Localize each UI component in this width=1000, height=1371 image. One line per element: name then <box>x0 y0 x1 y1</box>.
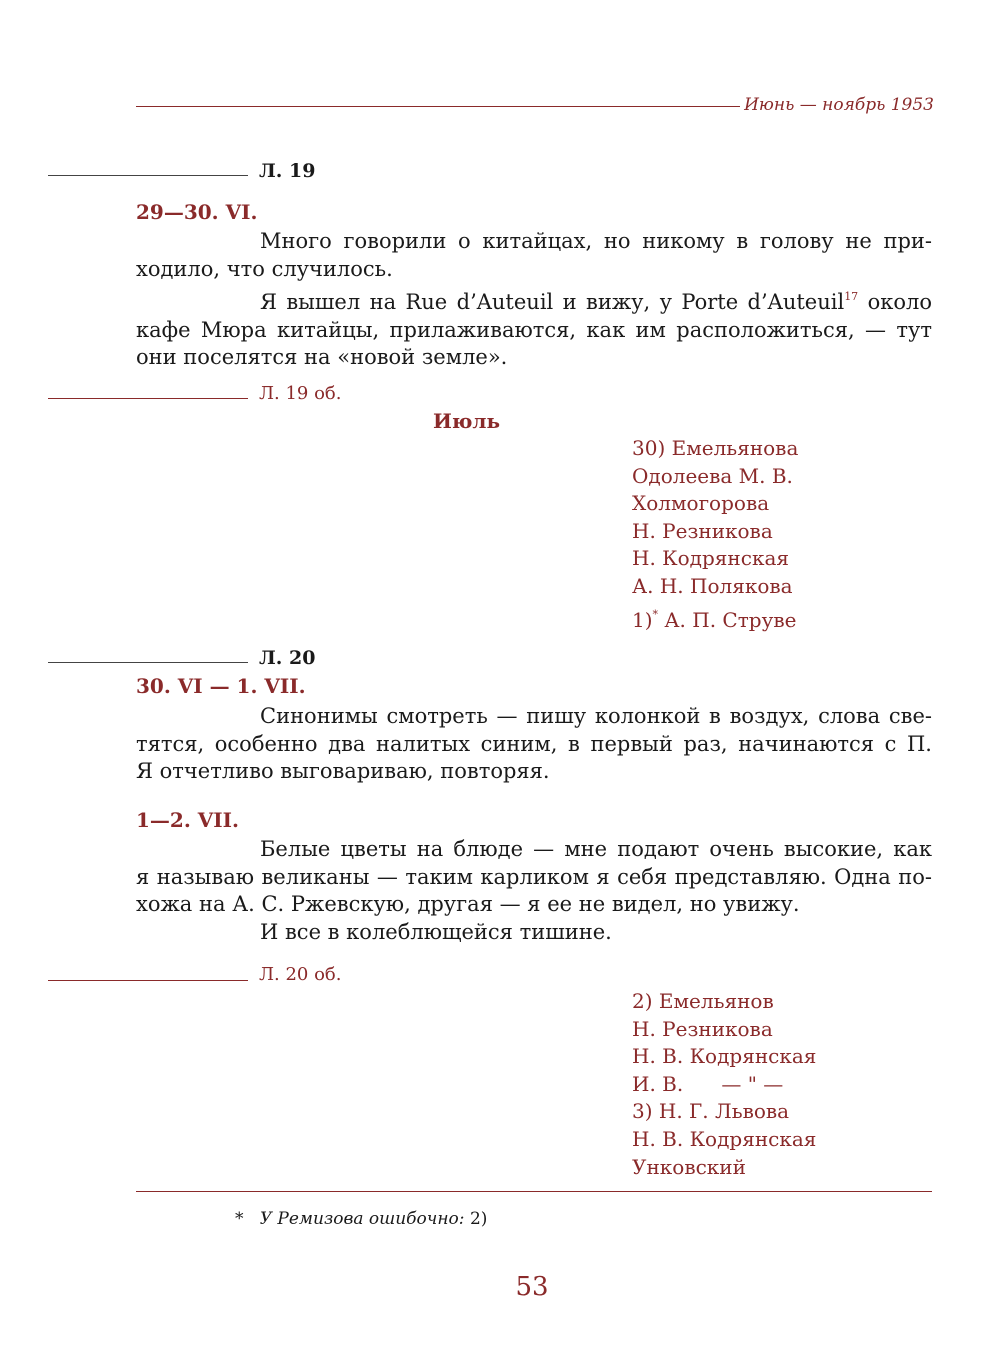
name-number: 1) <box>632 607 653 632</box>
note-ref: 17 <box>844 290 859 303</box>
name-item: Н. Резникова <box>632 518 773 543</box>
text-line: Белые цветы на блюде — мне подают очень высокие, как <box>260 837 932 861</box>
name-item: 3) Н. Г. Львова <box>632 1099 790 1124</box>
name-item: А. Н. Полякова <box>632 573 793 598</box>
entry-text <box>136 228 932 372</box>
footnote <box>235 1209 487 1229</box>
name-item: 2) Емельянов <box>632 989 774 1013</box>
text-line <box>136 283 932 317</box>
name-item: 30) Емельянова <box>632 436 799 460</box>
name-item: Н. В. Кодрянская <box>632 1126 817 1151</box>
name-item: Унковский <box>632 1154 746 1179</box>
leaf-rule <box>48 175 248 176</box>
leaf-label: Л. 19 <box>259 160 316 182</box>
text-line: они поселятся на «новой земле». <box>136 345 508 369</box>
text-line: хожа на А. С. Ржевскую, другая — я ее не видел, но увижу. <box>136 892 800 916</box>
entry-text <box>136 836 932 946</box>
name-item: И. В. — " — <box>632 1071 784 1096</box>
text-line: ходило, что случилось. <box>136 256 393 281</box>
text-line: И все в колеблющейся тишине. <box>260 919 612 944</box>
footnote-value: 2) <box>469 1209 488 1229</box>
name-text: А. П. Струве <box>664 607 797 632</box>
text-line: кафе Мюра китайцы, прилаживаются, как им расположиться, — тут <box>136 317 932 342</box>
leaf-label: Л. 20 об. <box>259 964 342 985</box>
running-title: Июнь — ноябрь 1953 <box>740 95 934 115</box>
name-list <box>632 988 816 1181</box>
leaf-rule <box>48 980 248 981</box>
entry-date: 29—30. VI. <box>136 200 258 224</box>
text-line: Я отчетливо выговариваю, повторяя. <box>136 759 550 783</box>
footnote-mark: * <box>235 1209 244 1229</box>
name-item: Холмогорова <box>632 491 770 516</box>
text-line: я называю великаны — таким карликом я себя представляю. Одна по- <box>136 864 932 889</box>
footnote-mark: * <box>652 607 659 621</box>
name-item: Н. Кодрянская <box>632 546 789 571</box>
text-line-part: Я вышел на Rue d’Auteuil и вижу, у Porte d’Auteuil <box>260 290 845 314</box>
page-number: 53 <box>515 1272 549 1302</box>
text-line-part: около <box>867 290 932 314</box>
footnote-rule <box>136 1191 932 1192</box>
text-line: Синонимы смотреть — пишу колонкой в воздух, слова све- <box>260 704 932 728</box>
name-item: Одолеева М. В. <box>632 463 793 488</box>
text-line: тятся, особенно два налитых синим, в первый раз, начинаются с П. <box>136 731 932 756</box>
name-item <box>632 601 798 635</box>
leaf-label: Л. 19 об. <box>259 383 342 404</box>
leaf-rule <box>48 662 248 663</box>
name-list <box>632 435 798 634</box>
entry-date: 30. VI — 1. VII. <box>136 674 306 698</box>
month-heading: Июль <box>433 409 501 433</box>
leaf-label: Л. 20 <box>259 647 316 669</box>
text-line: Много говорили о китайцах, но никому в голову не при- <box>260 229 932 253</box>
name-item: Н. Резникова <box>632 1016 773 1041</box>
name-item: Н. В. Кодрянская <box>632 1044 817 1069</box>
footnote-text: У Ремизова ошибочно: <box>259 1209 465 1229</box>
entry-date: 1—2. VII. <box>136 808 239 832</box>
leaf-rule <box>48 398 248 399</box>
entry-text <box>136 703 932 786</box>
